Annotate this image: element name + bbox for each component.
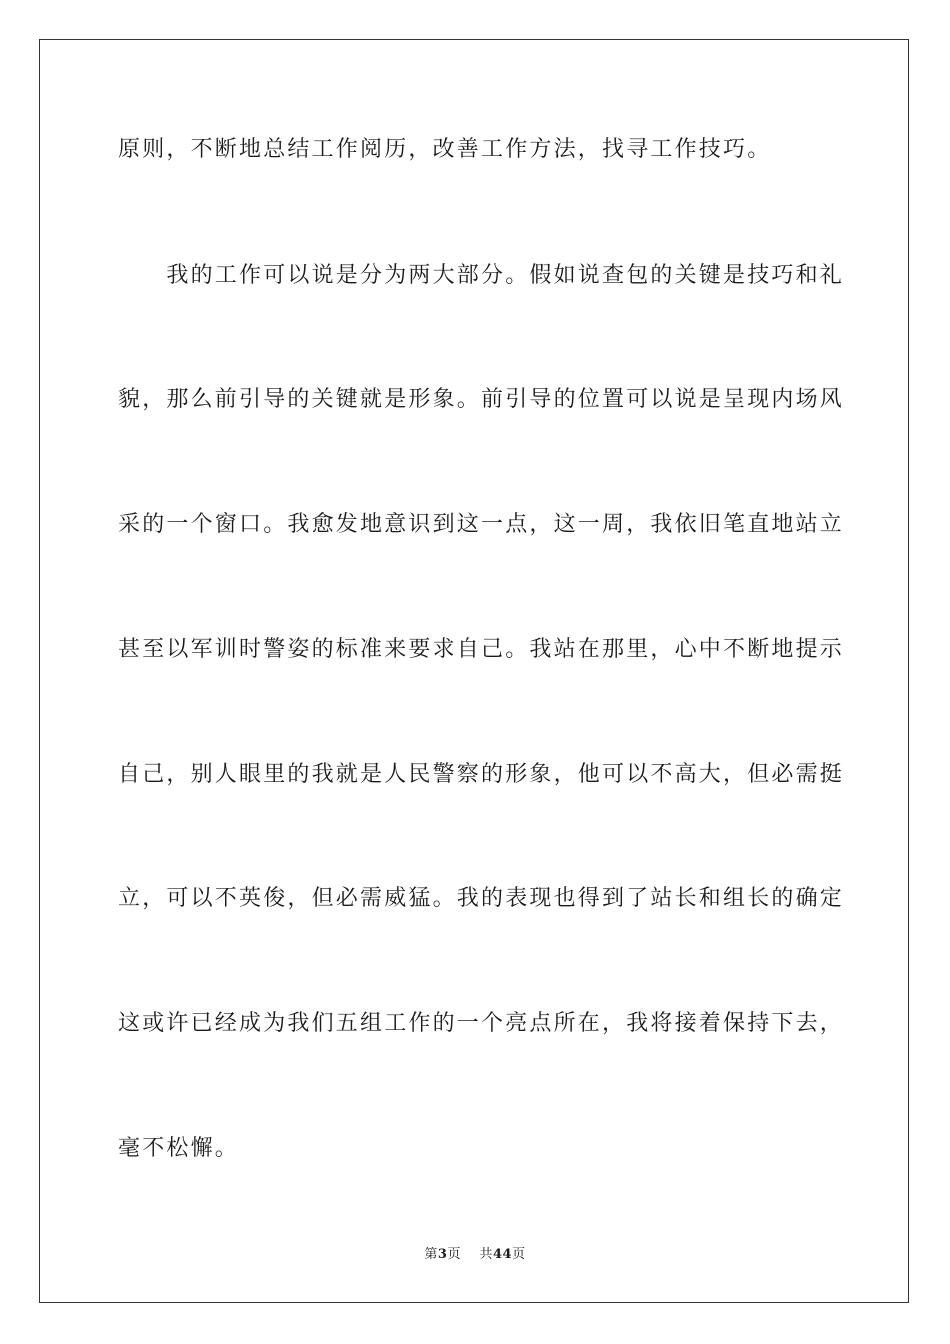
page-frame [39,39,909,1303]
body-line-9: 毫不松懈。 [118,1136,240,1161]
page-footer [0,1246,950,1264]
page-prefix: 第 [424,1247,438,1262]
body-line-5: 甚至以军训时警姿的标准来要求自己。我站在那里，心中不断地提示 [118,637,845,662]
total-prefix: 共 [479,1247,493,1262]
body-line-7: 立，可以不英俊，但必需威猛。我的表现也得到了站长和组长的确定 [118,886,845,911]
total-suffix: 页 [512,1247,526,1262]
body-line-4: 采的一个窗口。我愈发地意识到这一点，这一周，我依旧笔直地站立 [118,512,845,537]
page-suffix: 页 [447,1247,461,1262]
body-line-2: 我的工作可以说是分为两大部分。假如说查包的关键是技巧和礼 [118,263,845,288]
body-line-8: 这或许已经成为我们五组工作的一个亮点所在，我将接着保持下去， [118,1011,845,1036]
body-line-3: 貌，那么前引导的关键就是形象。前引导的位置可以说是呈现内场风 [118,387,845,412]
body-line-6: 自己，别人眼里的我就是人民警察的形象，他可以不高大，但必需挺 [118,762,845,787]
total-pages: 44 [493,1247,513,1262]
page-number: 3 [437,1247,448,1262]
body-line-1: 原则，不断地总结工作阅历，改善工作方法，找寻工作技巧。 [118,137,772,162]
